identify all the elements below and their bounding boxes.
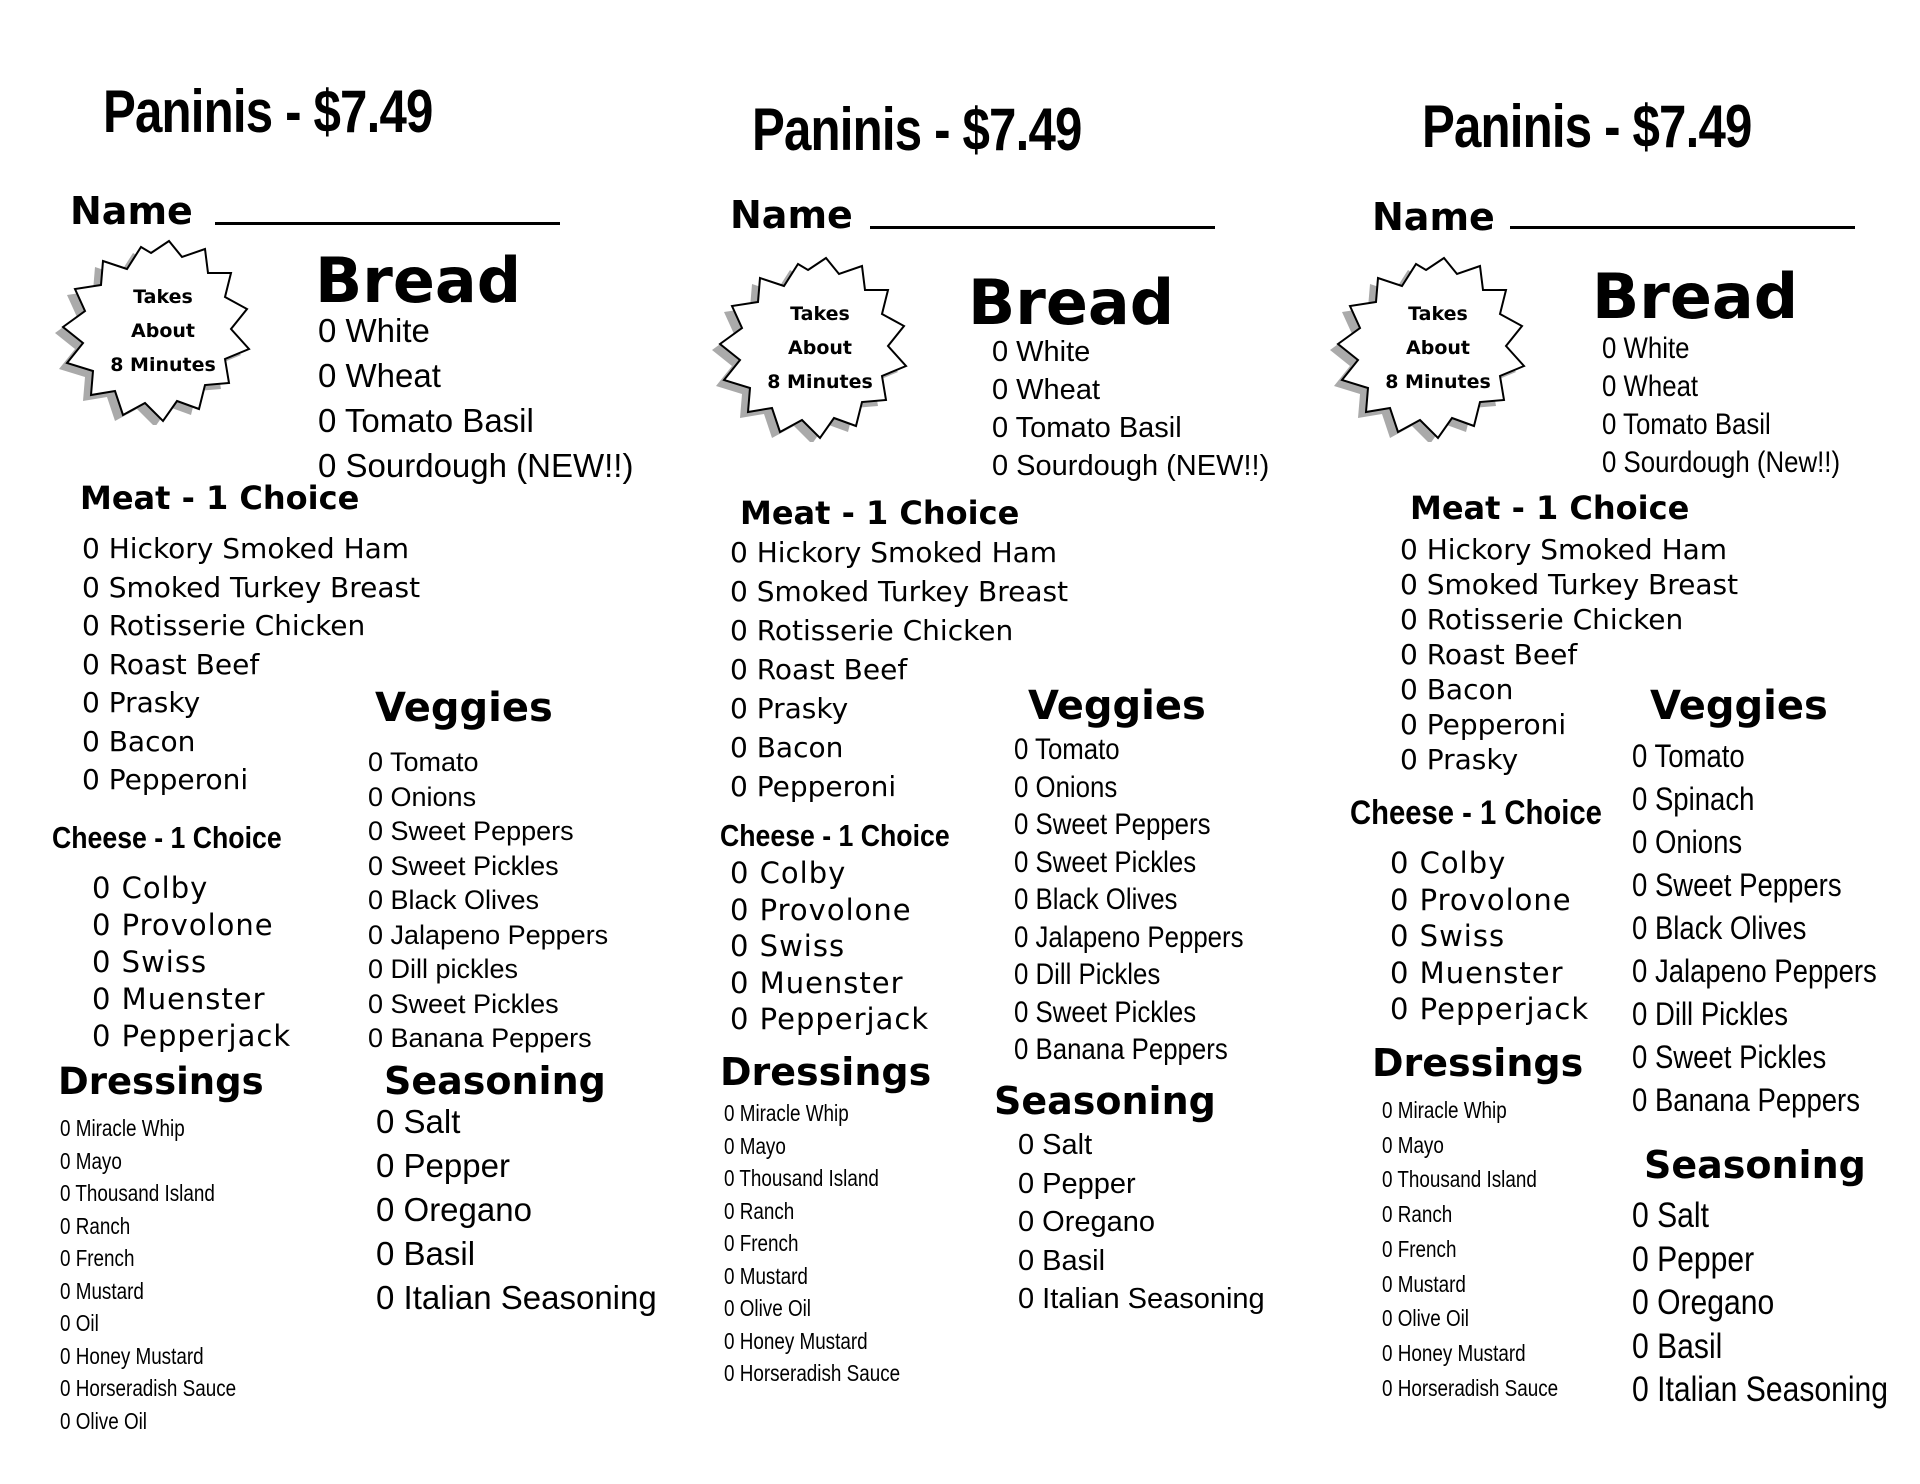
meat-heading: Meat - 1 Choice bbox=[1410, 489, 1690, 527]
meat-option[interactable]: 0 Pepperoni bbox=[730, 770, 897, 803]
dressing-option[interactable]: 0 Mayo bbox=[60, 1147, 122, 1174]
bread-option[interactable]: 0 Sourdough (NEW!!) bbox=[992, 450, 1270, 482]
bread-option[interactable]: 0 Tomato Basil bbox=[992, 412, 1182, 444]
meat-option[interactable]: 0 Hickory Smoked Ham bbox=[1400, 533, 1728, 566]
dressing-option[interactable]: 0 Horseradish Sauce bbox=[1382, 1374, 1559, 1401]
meat-option[interactable]: 0 Hickory Smoked Ham bbox=[82, 532, 410, 565]
name-field[interactable] bbox=[215, 222, 560, 225]
bread-option[interactable]: 0 White bbox=[318, 312, 430, 349]
cheese-option[interactable]: 0 Pepperjack bbox=[92, 1019, 292, 1053]
cheese-heading: Cheese - 1 Choice bbox=[52, 820, 282, 855]
veggie-option[interactable]: 0 Banana Peppers bbox=[368, 1023, 592, 1053]
menu-card-3 bbox=[1280, 0, 1920, 1484]
bread-heading: Bread bbox=[968, 266, 1175, 339]
dressing-option[interactable]: 0 Olive Oil bbox=[1382, 1305, 1469, 1332]
veggies-list bbox=[368, 745, 608, 1056]
meat-option[interactable]: 0 Hickory Smoked Ham bbox=[730, 536, 1058, 569]
bread-option[interactable]: 0 Tomato Basil bbox=[318, 402, 534, 439]
veggie-option[interactable]: 0 Jalapeno Peppers bbox=[1014, 920, 1244, 954]
dressing-option[interactable]: 0 Horseradish Sauce bbox=[724, 1360, 901, 1386]
name-label: Name bbox=[730, 193, 853, 237]
bread-option[interactable]: 0 Wheat bbox=[992, 374, 1100, 406]
bread-list bbox=[992, 333, 1269, 485]
cheese-option[interactable]: 0 Provolone bbox=[730, 892, 912, 927]
veggie-option[interactable]: 0 Black Olives bbox=[368, 885, 540, 915]
dressings-heading: Dressings bbox=[58, 1060, 264, 1103]
veggie-option[interactable]: 0 Sweet Pickles bbox=[1014, 995, 1197, 1029]
dressing-option[interactable]: 0 French bbox=[60, 1245, 135, 1271]
dressing-option[interactable]: 0 French bbox=[1382, 1235, 1457, 1262]
veggie-option[interactable]: 0 Tomato bbox=[1014, 733, 1120, 766]
cheese-list bbox=[92, 870, 291, 1055]
menu-card-2 bbox=[640, 0, 1280, 1484]
card-title: Paninis - $7.49 bbox=[103, 78, 433, 145]
seasoning-option[interactable]: 0 Pepper bbox=[1632, 1239, 1755, 1279]
veggie-option[interactable]: 0 Sweet Pickles bbox=[1014, 845, 1197, 879]
meat-option[interactable]: 0 Rotisserie Chicken bbox=[82, 609, 366, 642]
veggie-option[interactable]: 0 Tomato bbox=[368, 747, 479, 777]
dressing-option[interactable]: 0 Miracle Whip bbox=[60, 1115, 185, 1141]
bread-heading: Bread bbox=[1592, 260, 1799, 333]
meat-option[interactable]: 0 Prasky bbox=[730, 692, 849, 725]
veggie-option[interactable]: 0 Sweet Peppers bbox=[368, 816, 574, 846]
cheese-option[interactable]: 0 Swiss bbox=[92, 945, 208, 979]
seasoning-option[interactable]: 0 Basil bbox=[1632, 1326, 1723, 1366]
dressing-option[interactable]: 0 Thousand Island bbox=[60, 1180, 215, 1206]
seasoning-option[interactable]: 0 Pepper bbox=[1018, 1167, 1136, 1200]
badge-line-3: 8 Minutes bbox=[1385, 371, 1491, 393]
meat-option[interactable]: 0 Pepperoni bbox=[82, 763, 249, 796]
meat-heading: Meat - 1 Choice bbox=[740, 494, 1020, 532]
cheese-option[interactable]: 0 Swiss bbox=[730, 929, 846, 963]
dressing-option[interactable]: 0 Honey Mustard bbox=[1382, 1339, 1526, 1366]
veggie-option[interactable]: 0 Sweet Pickles bbox=[368, 988, 559, 1019]
cheese-option[interactable]: 0 Provolone bbox=[1390, 882, 1572, 917]
cheese-option[interactable]: 0 Muenster bbox=[730, 965, 904, 1000]
seasoning-option[interactable]: 0 Pepper bbox=[376, 1147, 510, 1184]
dressing-option[interactable]: 0 Olive Oil bbox=[60, 1407, 147, 1434]
veggies-list bbox=[1632, 735, 1877, 1122]
card-title: Paninis - $7.49 bbox=[752, 96, 1082, 163]
cheese-option[interactable]: 0 Colby bbox=[92, 871, 209, 905]
seasoning-option[interactable]: 0 Italian Seasoning bbox=[1632, 1370, 1889, 1409]
veggie-option[interactable]: 0 Jalapeno Peppers bbox=[1632, 953, 1877, 989]
meat-option[interactable]: 0 Roast Beef bbox=[730, 653, 908, 686]
dressing-option[interactable]: 0 Mayo bbox=[1382, 1131, 1444, 1158]
name-label: Name bbox=[70, 189, 193, 233]
veggies-list bbox=[1014, 731, 1244, 1069]
seasoning-option[interactable]: 0 Italian Seasoning bbox=[376, 1279, 657, 1316]
cheese-heading: Cheese - 1 Choice bbox=[720, 818, 950, 853]
seasoning-option[interactable]: 0 Basil bbox=[376, 1235, 476, 1272]
meat-option[interactable]: 0 Bacon bbox=[1400, 673, 1514, 706]
seasoning-option[interactable]: 0 Salt bbox=[376, 1103, 461, 1140]
dressing-option[interactable]: 0 Mustard bbox=[724, 1262, 808, 1289]
dressing-option[interactable]: 0 Mustard bbox=[1382, 1270, 1466, 1297]
dressing-option[interactable]: 0 Honey Mustard bbox=[60, 1342, 204, 1369]
badge-line-1: Takes bbox=[133, 286, 193, 308]
dressing-option[interactable]: 0 Ranch bbox=[1382, 1201, 1453, 1228]
badge-line-1: Takes bbox=[790, 303, 850, 325]
dressing-option[interactable]: 0 Mustard bbox=[60, 1277, 144, 1304]
dressing-option[interactable]: 0 Thousand Island bbox=[1382, 1166, 1537, 1193]
veggie-option[interactable]: 0 Onions bbox=[1014, 770, 1118, 804]
badge-line-3: 8 Minutes bbox=[110, 354, 216, 376]
meat-option[interactable]: 0 Smoked Turkey Breast bbox=[1400, 568, 1739, 601]
name-field[interactable] bbox=[1510, 226, 1855, 229]
meat-heading: Meat - 1 Choice bbox=[80, 479, 360, 517]
badge-line-2: About bbox=[1406, 337, 1470, 359]
seasoning-heading: Seasoning bbox=[1644, 1143, 1866, 1187]
seasoning-heading: Seasoning bbox=[994, 1079, 1216, 1123]
seasoning-option[interactable]: 0 Salt bbox=[1632, 1196, 1709, 1235]
cheese-option[interactable]: 0 Provolone bbox=[92, 908, 274, 942]
card-title: Paninis - $7.49 bbox=[1422, 93, 1752, 160]
dressing-option[interactable]: 0 Thousand Island bbox=[724, 1165, 879, 1191]
badge-text bbox=[720, 297, 920, 399]
seasoning-option[interactable]: 0 Oregano bbox=[376, 1191, 532, 1228]
veggie-option[interactable]: 0 Onions bbox=[368, 781, 477, 812]
badge-line-3: 8 Minutes bbox=[767, 371, 873, 393]
veggie-option[interactable]: 0 Sweet Pickles bbox=[1632, 1039, 1827, 1075]
veggie-option[interactable]: 0 Banana Peppers bbox=[1632, 1082, 1860, 1118]
time-badge bbox=[1320, 252, 1560, 442]
cheese-option[interactable]: 0 Pepperjack bbox=[730, 1002, 930, 1036]
bread-option[interactable]: 0 White bbox=[1602, 332, 1690, 365]
dressing-option[interactable]: 0 Miracle Whip bbox=[1382, 1097, 1507, 1123]
veggie-option[interactable]: 0 Tomato bbox=[1632, 738, 1745, 774]
badge-line-2: About bbox=[788, 337, 852, 359]
seasoning-list bbox=[376, 1100, 657, 1320]
meat-option[interactable]: 0 Prasky bbox=[82, 686, 201, 719]
time-badge bbox=[702, 252, 942, 442]
cheese-option[interactable]: 0 Muenster bbox=[1390, 955, 1564, 990]
cheese-option[interactable]: 0 Colby bbox=[1390, 846, 1507, 880]
meat-option[interactable]: 0 Rotisserie Chicken bbox=[730, 614, 1014, 647]
dressing-option[interactable]: 0 Ranch bbox=[60, 1212, 131, 1239]
meat-option[interactable]: 0 Roast Beef bbox=[82, 647, 260, 681]
badge-text bbox=[63, 280, 263, 382]
veggie-option[interactable]: 0 Black Olives bbox=[1014, 883, 1178, 916]
dressing-option[interactable]: 0 Honey Mustard bbox=[724, 1327, 868, 1354]
dressing-option[interactable]: 0 French bbox=[724, 1230, 799, 1256]
seasoning-option[interactable]: 0 Basil bbox=[1018, 1244, 1106, 1277]
cheese-option[interactable]: 0 Pepperjack bbox=[1390, 992, 1590, 1026]
cheese-option[interactable]: 0 Muenster bbox=[92, 982, 266, 1016]
meat-option[interactable]: 0 Smoked Turkey Breast bbox=[730, 575, 1069, 608]
seasoning-option[interactable]: 0 Oregano bbox=[1018, 1206, 1156, 1238]
veggies-heading: Veggies bbox=[1028, 683, 1206, 729]
cheese-option[interactable]: 0 Swiss bbox=[1390, 919, 1506, 953]
veggie-option[interactable]: 0 Jalapeno Peppers bbox=[368, 919, 609, 950]
veggie-option[interactable]: 0 Sweet Peppers bbox=[1632, 867, 1842, 903]
bread-option[interactable]: 0 White bbox=[992, 336, 1091, 368]
seasoning-list bbox=[1018, 1126, 1265, 1319]
bread-option[interactable]: 0 Tomato Basil bbox=[1602, 408, 1771, 441]
dressings-heading: Dressings bbox=[1372, 1041, 1584, 1085]
bread-option[interactable]: 0 Wheat bbox=[1602, 370, 1699, 403]
meat-option[interactable]: 0 Prasky bbox=[1400, 743, 1519, 776]
dressings-list bbox=[724, 1097, 900, 1390]
bread-option[interactable]: 0 Sourdough (New!!) bbox=[1602, 446, 1841, 479]
veggie-option[interactable]: 0 Dill Pickles bbox=[1014, 958, 1161, 991]
dressings-list bbox=[60, 1112, 236, 1437]
name-label: Name bbox=[1372, 195, 1495, 239]
veggies-heading: Veggies bbox=[1650, 683, 1828, 729]
meat-option[interactable]: 0 Pepperoni bbox=[1400, 708, 1567, 741]
veggie-option[interactable]: 0 Black Olives bbox=[1632, 910, 1807, 946]
meat-option[interactable]: 0 Bacon bbox=[730, 731, 844, 764]
seasoning-option[interactable]: 0 Italian Seasoning bbox=[1018, 1283, 1265, 1315]
veggie-option[interactable]: 0 Spinach bbox=[1632, 781, 1755, 817]
bread-heading: Bread bbox=[315, 244, 522, 317]
badge-line-1: Takes bbox=[1408, 303, 1468, 325]
veggie-option[interactable]: 0 Onions bbox=[1632, 824, 1743, 860]
cheese-list bbox=[730, 855, 929, 1038]
cheese-option[interactable]: 0 Colby bbox=[730, 856, 847, 890]
dressings-list bbox=[1382, 1093, 1558, 1405]
time-badge bbox=[45, 235, 285, 425]
badge-text bbox=[1338, 297, 1538, 399]
meat-option[interactable]: 0 Rotisserie Chicken bbox=[1400, 603, 1684, 636]
veggie-option[interactable]: 0 Dill pickles bbox=[368, 954, 519, 984]
veggie-option[interactable]: 0 Sweet Pickles bbox=[368, 850, 559, 881]
cheese-heading: Cheese - 1 Choice bbox=[1350, 794, 1602, 832]
meat-option[interactable]: 0 Smoked Turkey Breast bbox=[82, 570, 421, 604]
veggies-heading: Veggies bbox=[375, 685, 553, 731]
dressing-option[interactable]: 0 Mayo bbox=[724, 1132, 786, 1159]
bread-option[interactable]: 0 Wheat bbox=[318, 357, 441, 394]
seasoning-option[interactable]: 0 Oregano bbox=[1632, 1283, 1775, 1322]
seasoning-heading: Seasoning bbox=[384, 1059, 606, 1103]
veggie-option[interactable]: 0 Sweet Peppers bbox=[1014, 808, 1211, 841]
bread-list bbox=[318, 308, 633, 488]
veggie-option[interactable]: 0 Dill Pickles bbox=[1632, 996, 1788, 1032]
dressing-option[interactable]: 0 Olive Oil bbox=[724, 1295, 811, 1321]
veggie-option[interactable]: 0 Banana Peppers bbox=[1014, 1033, 1228, 1066]
dressing-option[interactable]: 0 Miracle Whip bbox=[724, 1100, 849, 1126]
dressing-option[interactable]: 0 Oil bbox=[60, 1310, 99, 1336]
dressing-option[interactable]: 0 Horseradish Sauce bbox=[60, 1375, 237, 1401]
menu-card-1 bbox=[0, 0, 657, 1484]
seasoning-list bbox=[1632, 1194, 1888, 1412]
meat-option[interactable]: 0 Bacon bbox=[82, 724, 196, 758]
name-field[interactable] bbox=[870, 226, 1215, 229]
bread-option[interactable]: 0 Sourdough (NEW!!) bbox=[318, 447, 634, 484]
meat-option[interactable]: 0 Roast Beef bbox=[1400, 638, 1578, 671]
badge-line-2: About bbox=[131, 320, 195, 342]
seasoning-option[interactable]: 0 Salt bbox=[1018, 1129, 1093, 1161]
dressings-heading: Dressings bbox=[720, 1050, 932, 1094]
dressing-option[interactable]: 0 Ranch bbox=[724, 1197, 795, 1224]
cheese-list bbox=[1390, 845, 1589, 1028]
bread-list bbox=[1602, 330, 1840, 482]
